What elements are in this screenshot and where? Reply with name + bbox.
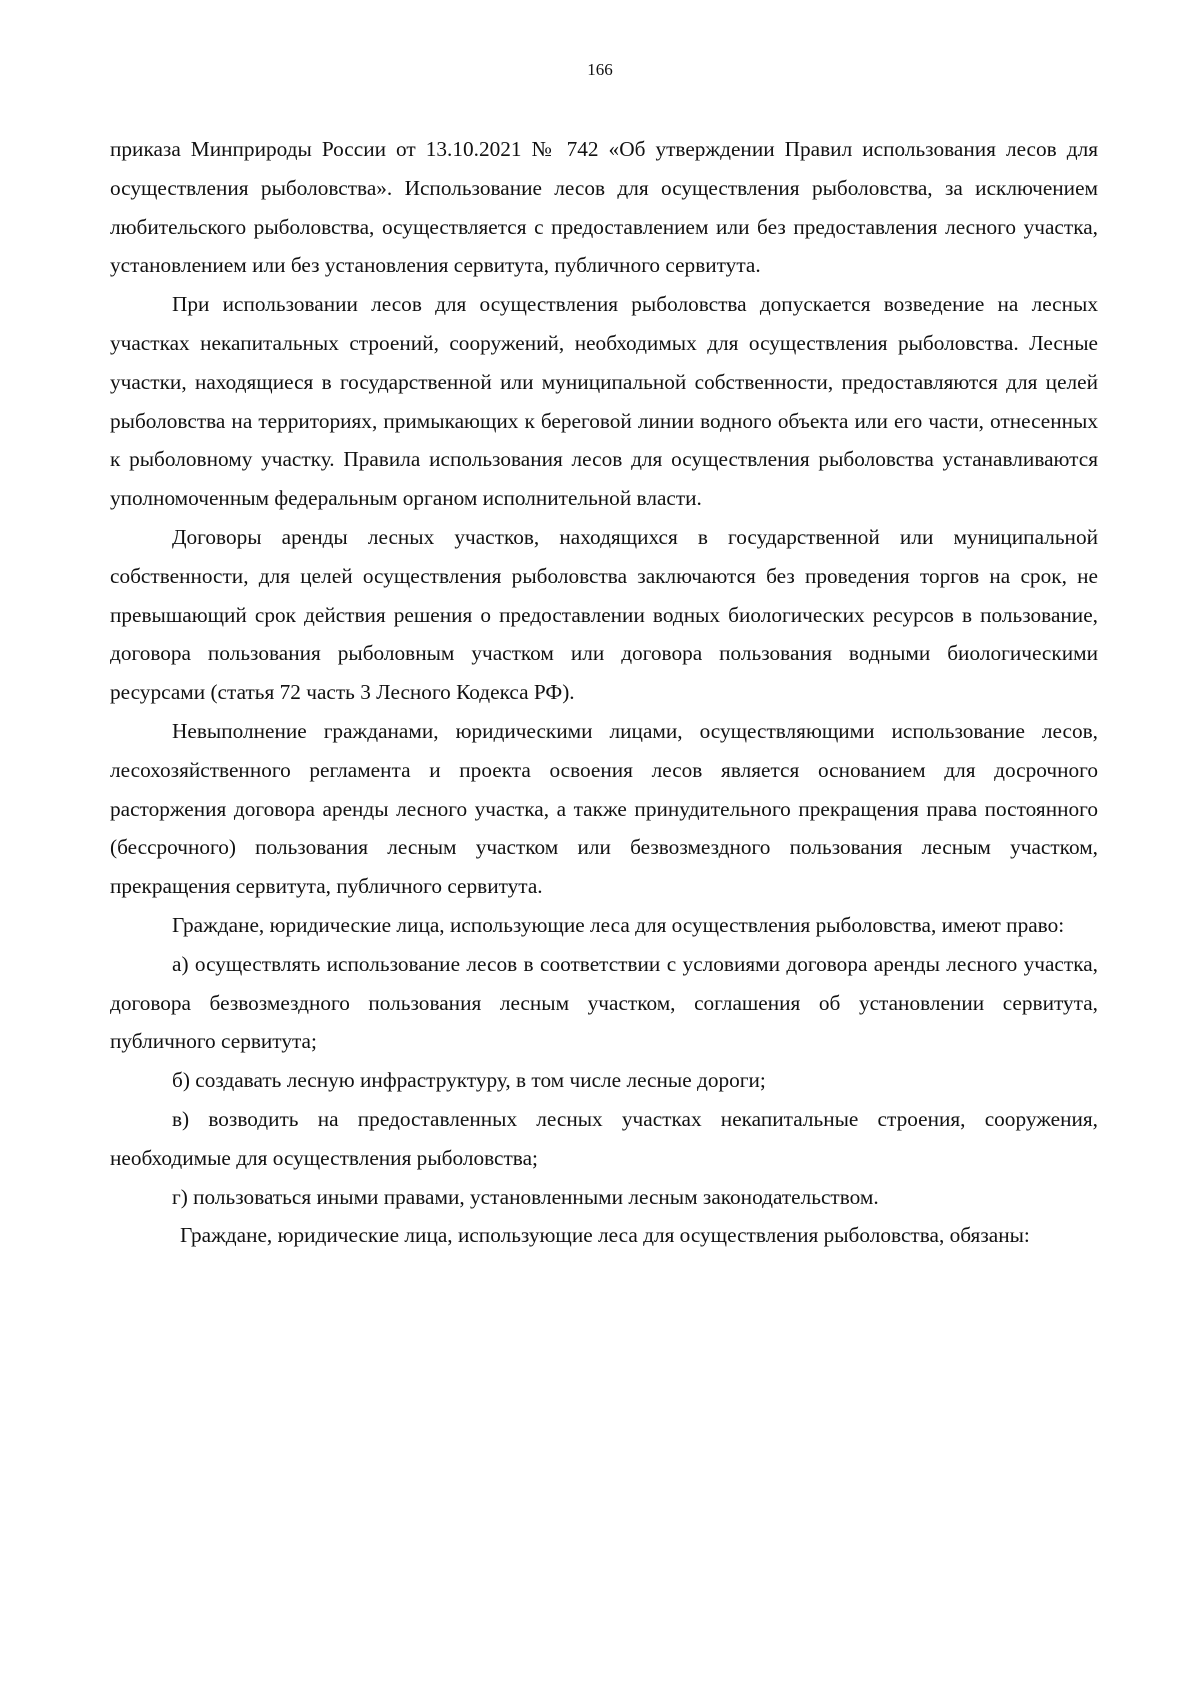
paragraph: приказа Минприроды России от 13.10.2021 № 742 «Об утверждении Правил использования лесов для осуществления рыболовства». Использование лесов для осуществления рыболовства, за исключением любительского рыболовства, осуществляется с предоставлением или без предоставления лесного участка, установлением или без установления сервитута, публичного сервитута. (110, 137, 1098, 278)
page-number: 166 (587, 60, 613, 79)
document-body (110, 130, 1098, 1255)
list-item: а) осуществлять использование лесов в соответствии с условиями договора аренды лесного участка, договора безвозмездного пользования лесным участком, соглашения об установлении сервитута, публичного сервитута; (110, 951, 1098, 1054)
paragraph: Граждане, юридические лица, использующие леса для осуществления рыболовства, обязаны: (180, 1223, 1030, 1248)
paragraph: Невыполнение гражданами, юридическими лицами, осуществляющими использование лесов, лесохозяйственного регламента и проекта освоения лесов является основанием для досрочного расторжения договора аренды лесного участка, а также принудительного прекращения права постоянного (бессрочного) пользования лесным участком или безвозмездного пользования лесным участком, прекращения сервитута, публичного сервитута. (110, 718, 1098, 899)
list-item: б) создавать лесную инфраструктуру, в том числе лесные дороги; (172, 1068, 766, 1093)
list-item: в) возводить на предоставленных лесных участках некапитальные строения, сооружения, необходимые для осуществления рыболовства; (110, 1106, 1098, 1170)
paragraph: Граждане, юридические лица, использующие леса для осуществления рыболовства, имеют право: (172, 912, 1065, 937)
paragraph: При использовании лесов для осуществления рыболовства допускается возведение на лесных участках некапитальных строений, сооружений, необходимых для осуществления рыболовства. Лесные участки, находящиеся в государственной или муниципальной собственности, предоставляются для целей рыболовства на территориях, примыкающих к береговой линии водного объекта или его части, отнесенных к рыболовному участку. Правила использования лесов для осуществления рыболовства устанавливаются уполномоченным федеральным органом исполнительной власти. (110, 292, 1098, 511)
paragraph: Договоры аренды лесных участков, находящихся в государственной или муниципальной собственности, для целей осуществления рыболовства заключаются без проведения торгов на срок, не превышающий срок действия решения о предоставлении водных биологических ресурсов в пользование, договора пользования рыболовным участком или договора пользования водными биологическими ресурсами (статья 72 часть 3 Лесного Кодекса РФ). (110, 524, 1098, 705)
list-item: г) пользоваться иными правами, установленными лесным законодательством. (172, 1184, 879, 1209)
